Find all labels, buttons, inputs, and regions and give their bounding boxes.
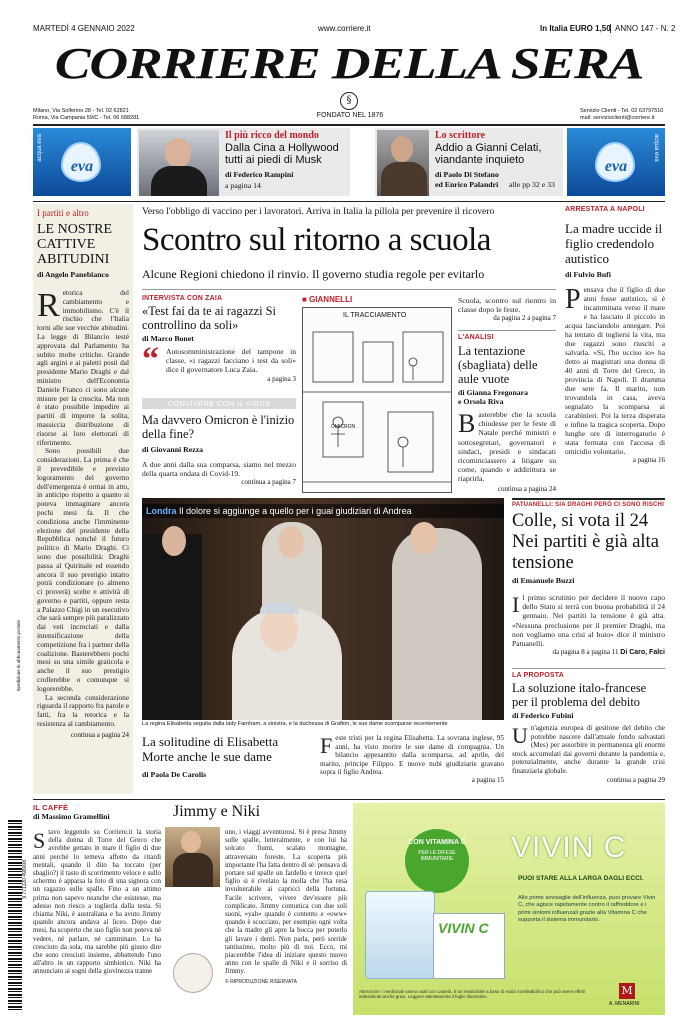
musk-photo (139, 130, 219, 196)
debt-byline: di Federico Fubini (512, 711, 574, 720)
bottom-rule (33, 799, 665, 800)
debt-page[interactable]: continua a pagina 29 (606, 775, 665, 784)
brief-page[interactable]: da pagina 2 a pagina 7 (493, 314, 556, 322)
ad-left-tagline: acqua eva (37, 134, 43, 162)
editorial-title[interactable]: LE NOSTRE CATTIVE ABITUDINI (37, 222, 113, 267)
cartoon-caption: IL TRACCIAMENTO (343, 312, 407, 319)
issue-number: ANNO 147 - N. 2 (610, 24, 675, 33)
virus-block (142, 413, 296, 486)
ad-disclaimer: Attenzione: i medicinali vanno usati con cautela. È un medicinale a base di Acido Acetilsalicilico che può avere effetti indesiderati anche gravi. Leggere attentamente il foglio illustrativo. (359, 989, 585, 1000)
colle-kicker: PATUANELLI: SIA DRAGHI PERÒ CI SONO RISCHI (512, 498, 665, 508)
queen-dropcap: F (320, 733, 333, 758)
ad-left-brand: eva (70, 158, 94, 175)
editorial-dropcap: R (37, 287, 60, 324)
cartoon (302, 295, 452, 493)
caffe-col2: uno, i viaggi avventurosi. Si è presa Jimmy sulle spalle, letteralmente, e con lui ha solcato fiumi, scalato montagne, attraversato foreste. La scoperta più importante l'ha fatta dentro di sé: pensava di portare sul spalle un fardello e invece quel figlio si è rivelato la molla che l'ha resa invulnerabile ai capricci della fortuna. Facile scrivere, vivere dev'essere più complicato. Jimmy comunica con due soli suoni, «yah» quando è contento e «oww» quando è scocciato, per esempio ogni volta che la madre gli apre la bocca per poterlo gli lavare i denti. Non parla, però sorride tantissimo, molto più di noi. Ecco, mi piacerebbe l'idea di iniziare questo nuovo anno con le spalle di Niki e il sorriso di Jimmy. (225, 829, 347, 976)
teaser-musk-byline: di Federico Rampini (225, 170, 294, 179)
ad-badge-text: CON VITAMINA C (408, 839, 466, 846)
issue-date: MARTEDÌ 4 GENNAIO 2022 (33, 24, 135, 33)
caffe-title[interactable]: Jimmy e Niki (173, 803, 261, 820)
masthead-rule (33, 124, 665, 126)
caffe-photo (165, 827, 220, 887)
lead-headline[interactable]: Scontro sul ritorno a scuola (142, 222, 491, 258)
editorial-continue[interactable]: continua a pagina 24 (70, 730, 129, 739)
cartoon-marker-icon: ■ (302, 295, 310, 304)
analysis-byline2: e Orsola Riva (458, 397, 504, 406)
analysis-dropcap: B (458, 409, 476, 438)
london-place: Londra (146, 506, 177, 516)
service-mail[interactable]: mail: servizioclienti@corriere.it (580, 115, 655, 121)
debt-kicker: LA PROPOSTA (512, 672, 564, 679)
naples-text: ensava che il figlio di due anni fosse autistico, si è incamminata verso il mare e ha lasciato il piccolo in acqua lasciandolo annegare. Poi ha tentato di togliersi la vita, ma due ragazzi sono riusciti a salvarla. «Sì, l'ho ucciso io» ha detto ai magistrati una donna di 40 anni di Torre del Greco, in provincia di Napoli. Il dramma due sere fa. Il marito, non trovandola in casa, aveva segnalato la scomparsa ai carabinieri. Poi la terza disperata e infine la tragica scoperta. Dopo lunghe ore di interrogatorio è stata fermata con l'accusa di omicidio volontario. (565, 285, 665, 456)
ad-maker: A. MENARINI (609, 1001, 640, 1007)
queen-byline: di Paola De Carolis (142, 770, 207, 779)
ad-claim: PUOI STARE ALLA LARGA DAGLI ECCI. (518, 875, 644, 882)
ad-vivin[interactable] (353, 803, 665, 1015)
caffe-col2-block (225, 829, 347, 986)
analysis-text: asterebbe che la scuola chiudesse per le feste di Natale perché ministri e sottosegretari, governatori e sindaci, presidi e sindacati ricominciassero a litigare su come, quando e addirittura se riaprirla. (458, 410, 556, 484)
interview-byline: di Marco Bonet (142, 334, 194, 343)
site-url[interactable]: www.corriere.it (318, 24, 371, 33)
interview-title[interactable]: «Test fai da te ai ragazzi Si controllino da soli» (142, 304, 276, 332)
ad-right-brand: eva (604, 158, 628, 175)
naples-title[interactable]: La madre uccide il figlio credendolo autistico (565, 221, 663, 266)
editorial-byline: di Angelo Panebianco (37, 270, 109, 279)
cartoon-sign: OMICRON (331, 424, 356, 430)
naples-kicker: ARRESTATA A NAPOLI (565, 206, 645, 213)
naples-block (565, 206, 665, 464)
ad-pack-brand: VIVIN C (438, 920, 489, 936)
colle-text: l primo scrutinio per decidere il nuovo capo dello Stato si terrà con buona probabilità il 24 gennaio. Nei partiti la tensione è già alta. «Nessuna preclusione per il premier Draghi, ma non vogliamo una crisi al buio» dice il ministro Patuanelli. (512, 593, 665, 649)
interview-text: Autosomministrazione del tampone in classe, «i ragazzi facciano i test da soli» dice il governatore Luca Zaia. (166, 347, 296, 375)
teaser-celati-page: alle pp 32 e 33 (509, 180, 555, 189)
naples-byline: di Fulvio Bufi (565, 270, 611, 279)
caffe-kicker: IL CAFFÈ (33, 803, 69, 812)
editorial-column (33, 204, 133, 794)
debt-block (512, 672, 665, 784)
queen-title[interactable]: La solitudine di Elisabetta Morte anche le sue dame (142, 734, 279, 764)
analysis-page[interactable]: continua a pagina 24 (497, 485, 556, 493)
virus-label: CONVIVERE CON IL VIRUS (142, 398, 296, 409)
address-roma: Roma, Via Campania 59/C - Tel. 06 688281 (33, 115, 140, 121)
caffe-copyright: © RIPRODUZIONE RISERVATA (225, 978, 297, 985)
queen-photo[interactable] (142, 498, 504, 720)
newspaper-title: CORRIERE DELLA SERA (54, 39, 644, 88)
interview-page[interactable]: a pagina 3 (267, 374, 296, 383)
barcode (8, 820, 22, 1010)
address-milano: Milano, Via Solferino 28 - Tel. 02 62821 (33, 108, 129, 114)
ad-right[interactable] (567, 128, 665, 196)
ad-text: Alle prime avvisaglie dell'influenza, puoi provare Vivin C, che agisce rapidamente contro il raffreddore e i primi sintomi influenzali grazie alla Vitamina C che supporta il sistema immunitario. (518, 895, 656, 924)
ad-badge (405, 829, 469, 893)
teaser-celati-title[interactable]: Addio a Gianni Celati, viandante inquieto (435, 142, 542, 166)
teaser-celati-byline: di Paolo Di Stefano (435, 170, 499, 179)
virus-byline: di Giovanni Rezza (142, 445, 204, 454)
lead-subhead: Alcune Regioni chiedono il rinvio. Il governo studia regole per evitarlo (142, 267, 485, 281)
logo-emblem-icon: § (340, 92, 358, 110)
teaser-rule (33, 201, 665, 202)
ad-left[interactable] (33, 128, 131, 196)
caffe-block (33, 803, 348, 1015)
lead-rule (142, 289, 556, 290)
brief-text: Scuola, scontro sul rientro in classe dopo le feste. (458, 296, 556, 314)
naples-page[interactable]: a pagina 16 (632, 456, 665, 464)
virus-title[interactable]: Ma davvero Omicron è l'inizio della fine? (142, 413, 295, 441)
price: In Italia EURO 1,50 (540, 24, 611, 33)
coffee-cup-icon (173, 953, 213, 993)
teaser-celati-byline2: ed Enrico Palandri (435, 180, 499, 189)
quote-icon: “ (142, 341, 159, 378)
interview-block (142, 295, 296, 383)
cartoon-drawing (303, 322, 451, 492)
editorial-kicker: I partiti e altro (37, 208, 89, 218)
analysis-block (458, 334, 556, 484)
london-photo-block (142, 498, 504, 730)
celati-photo (377, 130, 429, 196)
ad-badge-text2: PER LE DIFESE IMMUNITARIE (418, 850, 456, 862)
queen-block (142, 734, 312, 779)
postal-note: Spedizione in abbonamento postale (16, 620, 21, 692)
ad-right-tagline: acqua eva (653, 134, 659, 162)
teaser-musk-title[interactable]: Dalla Cina a Hollywood tutti ai piedi di Musk (225, 142, 339, 166)
virus-text: A due anni dalla sua comparsa, siamo nel mezzo della quarta ondata di Covid-19. (142, 460, 296, 479)
cartoon-frame (302, 307, 452, 493)
brief (458, 296, 556, 322)
teaser-musk[interactable] (137, 128, 350, 196)
debt-dropcap: U (512, 723, 528, 748)
debt-text: n'agenzia europea di gestione del debito che potrebbe nascere dall'attuale fondo salvastati (Mes) per assorbire in permanenza gli enormi stock accumulati dai governi durante la pandemia e, potenzialmente, anche durante la grande crisi finanziaria globale. (512, 724, 665, 775)
colle-block (512, 498, 665, 656)
teaser-musk-kicker: Il più ricco del mondo (225, 130, 319, 141)
caffe-col1: tavo leggendo su Corriere.it la storia della donna di Torre del Greco che avrebbe gettato in mare il figlio di due anni perché lo temeva affetto da ritardi mentali, quando il dito ha toccato (per sbaglio?) il tasto di scorrimento veloce e sullo schermo è apparsa la foto di una signora con un ragazzo sulle spalle. Fino a un attimo prima non sapevo neanche che esistesse, ma adesso non riesco a toglierla dalla testa. Si chiama Niki, è australiana e ha avuto Jimmy quando ancora andava al liceo. Dopo due mesi, ha scoperto che suo figlio non poteva né vedere, né parlare, né camminare. Lo ha cresciuto da sola, ma sarebbe più giusto dire che sono cresciuti insieme, abbattendo l'uno all'altro in un rapporto simbiotico. Niki ha annunciato ai sogni della giovinezza tranne (33, 829, 161, 976)
analysis-rule (458, 330, 556, 331)
colle-page[interactable]: da pagina 8 a pagina 11 (552, 648, 619, 657)
london-title: Il dolore si aggiunge a quello per i guai giudiziari di Andrea (179, 506, 412, 516)
colle-title[interactable]: Colle, si vota il 24 Nei partiti è già alta tensione (512, 511, 659, 573)
editorial-text: etorica del cambiamento e immobilismo. C'è il rischio che l'Italia torni alle sue vecchie abitudini. La legge di Bilancio testé approvata dal Parlamento ha subito molte critiche. Grande agli argini e ai paletti posti dal presidente Mario Draghi e dal ministro dell'Economia Daniele Franco ci sono alcune misure per la crescita. Ma non è stato possibile impedire ai partiti di imporre la solita, massiccia distribuzione di risorse ai loro elettorati di riferimento. (37, 288, 129, 447)
caffe-dropcap: S (33, 828, 46, 853)
analysis-title[interactable]: La tentazione (sbagliata) delle aule vuote (458, 344, 538, 386)
colle-dropcap: I (512, 592, 520, 617)
editorial-text3: La seconda considerazione riguarda il rapporto fra parole e fatti, fra la retorica e la resistenza al cambiamento. (37, 692, 129, 729)
teaser-musk-page: a pagina 14 (225, 181, 261, 190)
queen-page[interactable]: a pagina 15 (471, 776, 504, 784)
ad-brand: VIVIN C (511, 831, 627, 864)
lead-overline: Verso l'obbligo di vaccino per i lavoratori. Arriva in Italia la pillola per prevenire il ricovero (142, 206, 495, 217)
colle-byline: di Emanuele Buzzi (512, 576, 575, 585)
virus-page[interactable]: continua a pagina 7 (241, 478, 296, 487)
teaser-celati-kicker: Lo scrittore (435, 130, 486, 141)
london-caption: La regina Elisabetta seguita dalla lady Farnham, a sinistra, e la duchessa di Grafton, le sue dame scomparse recentemente (142, 721, 448, 727)
customer-service: Servizio Clienti - Tel. 02 63797510 (580, 108, 664, 114)
analysis-byline: di Gianna Fregonara (458, 388, 529, 397)
ad-pack (433, 913, 505, 979)
barcode-number: 9 771120 498008 (22, 860, 28, 899)
naples-dropcap: P (565, 284, 581, 315)
debt-rule (512, 668, 665, 669)
debt-title[interactable]: La soluzione italo-francese per il problema del debito (512, 681, 647, 709)
teaser-celati[interactable] (375, 128, 563, 196)
interview-kicker: INTERVISTA CON ZAIA (142, 295, 223, 302)
editorial-text2: Sono possibili due considerazioni. La prima è che il prevedibile e previsto logoramento del governo dell'emergenza è ormai in atto, in anticipo rispetto a quanto si poteva immaginare ancora pochi mesi fa. Il che condiziona anche l'imminente elezione del presidente della Repubblica nonché il futuro politico di Mario Draghi. Ci sono due possibilità: Draghi passa al Quirinale ed essendo ancora il suo prestigio intatto potrà condizionare (o almeno ci proverà) scelte e attività di governo e partiti, oppure resta a Palazzo Chigi in un esecutivo che sarà sempre più paralizzato dai veti incrociati e dalla intensificazione della competizione fra i partner della coalizione. Basterebbero pochi mesi su una simile graticola e anche il suo prestigio crollerebbe o comunque si logorerebbe. (37, 446, 129, 693)
queen-text-block (320, 734, 504, 777)
menarini-logo-icon: M (619, 983, 635, 999)
ad-glass (365, 891, 435, 979)
caffe-byline: di Massimo Gramellini (33, 812, 110, 821)
founded-note: FONDATO NEL 1876 (316, 112, 384, 119)
cartoon-author: GIANNELLI (309, 295, 353, 304)
queen-text: este tristi per la regina Elisabetta. La sovrana inglese, 95 anni, ha visto morire le sue dame di compagnia. Un bilancio appesantito dalla scomparsa, ad aprile, del marito, principe Filippo. E nuove nubi giudiziarie gravano sopra il figlio Andrea. (320, 734, 504, 777)
colle-extra: Di Caro, Falci (620, 649, 665, 657)
analysis-kicker: L'ANALISI (458, 334, 494, 341)
